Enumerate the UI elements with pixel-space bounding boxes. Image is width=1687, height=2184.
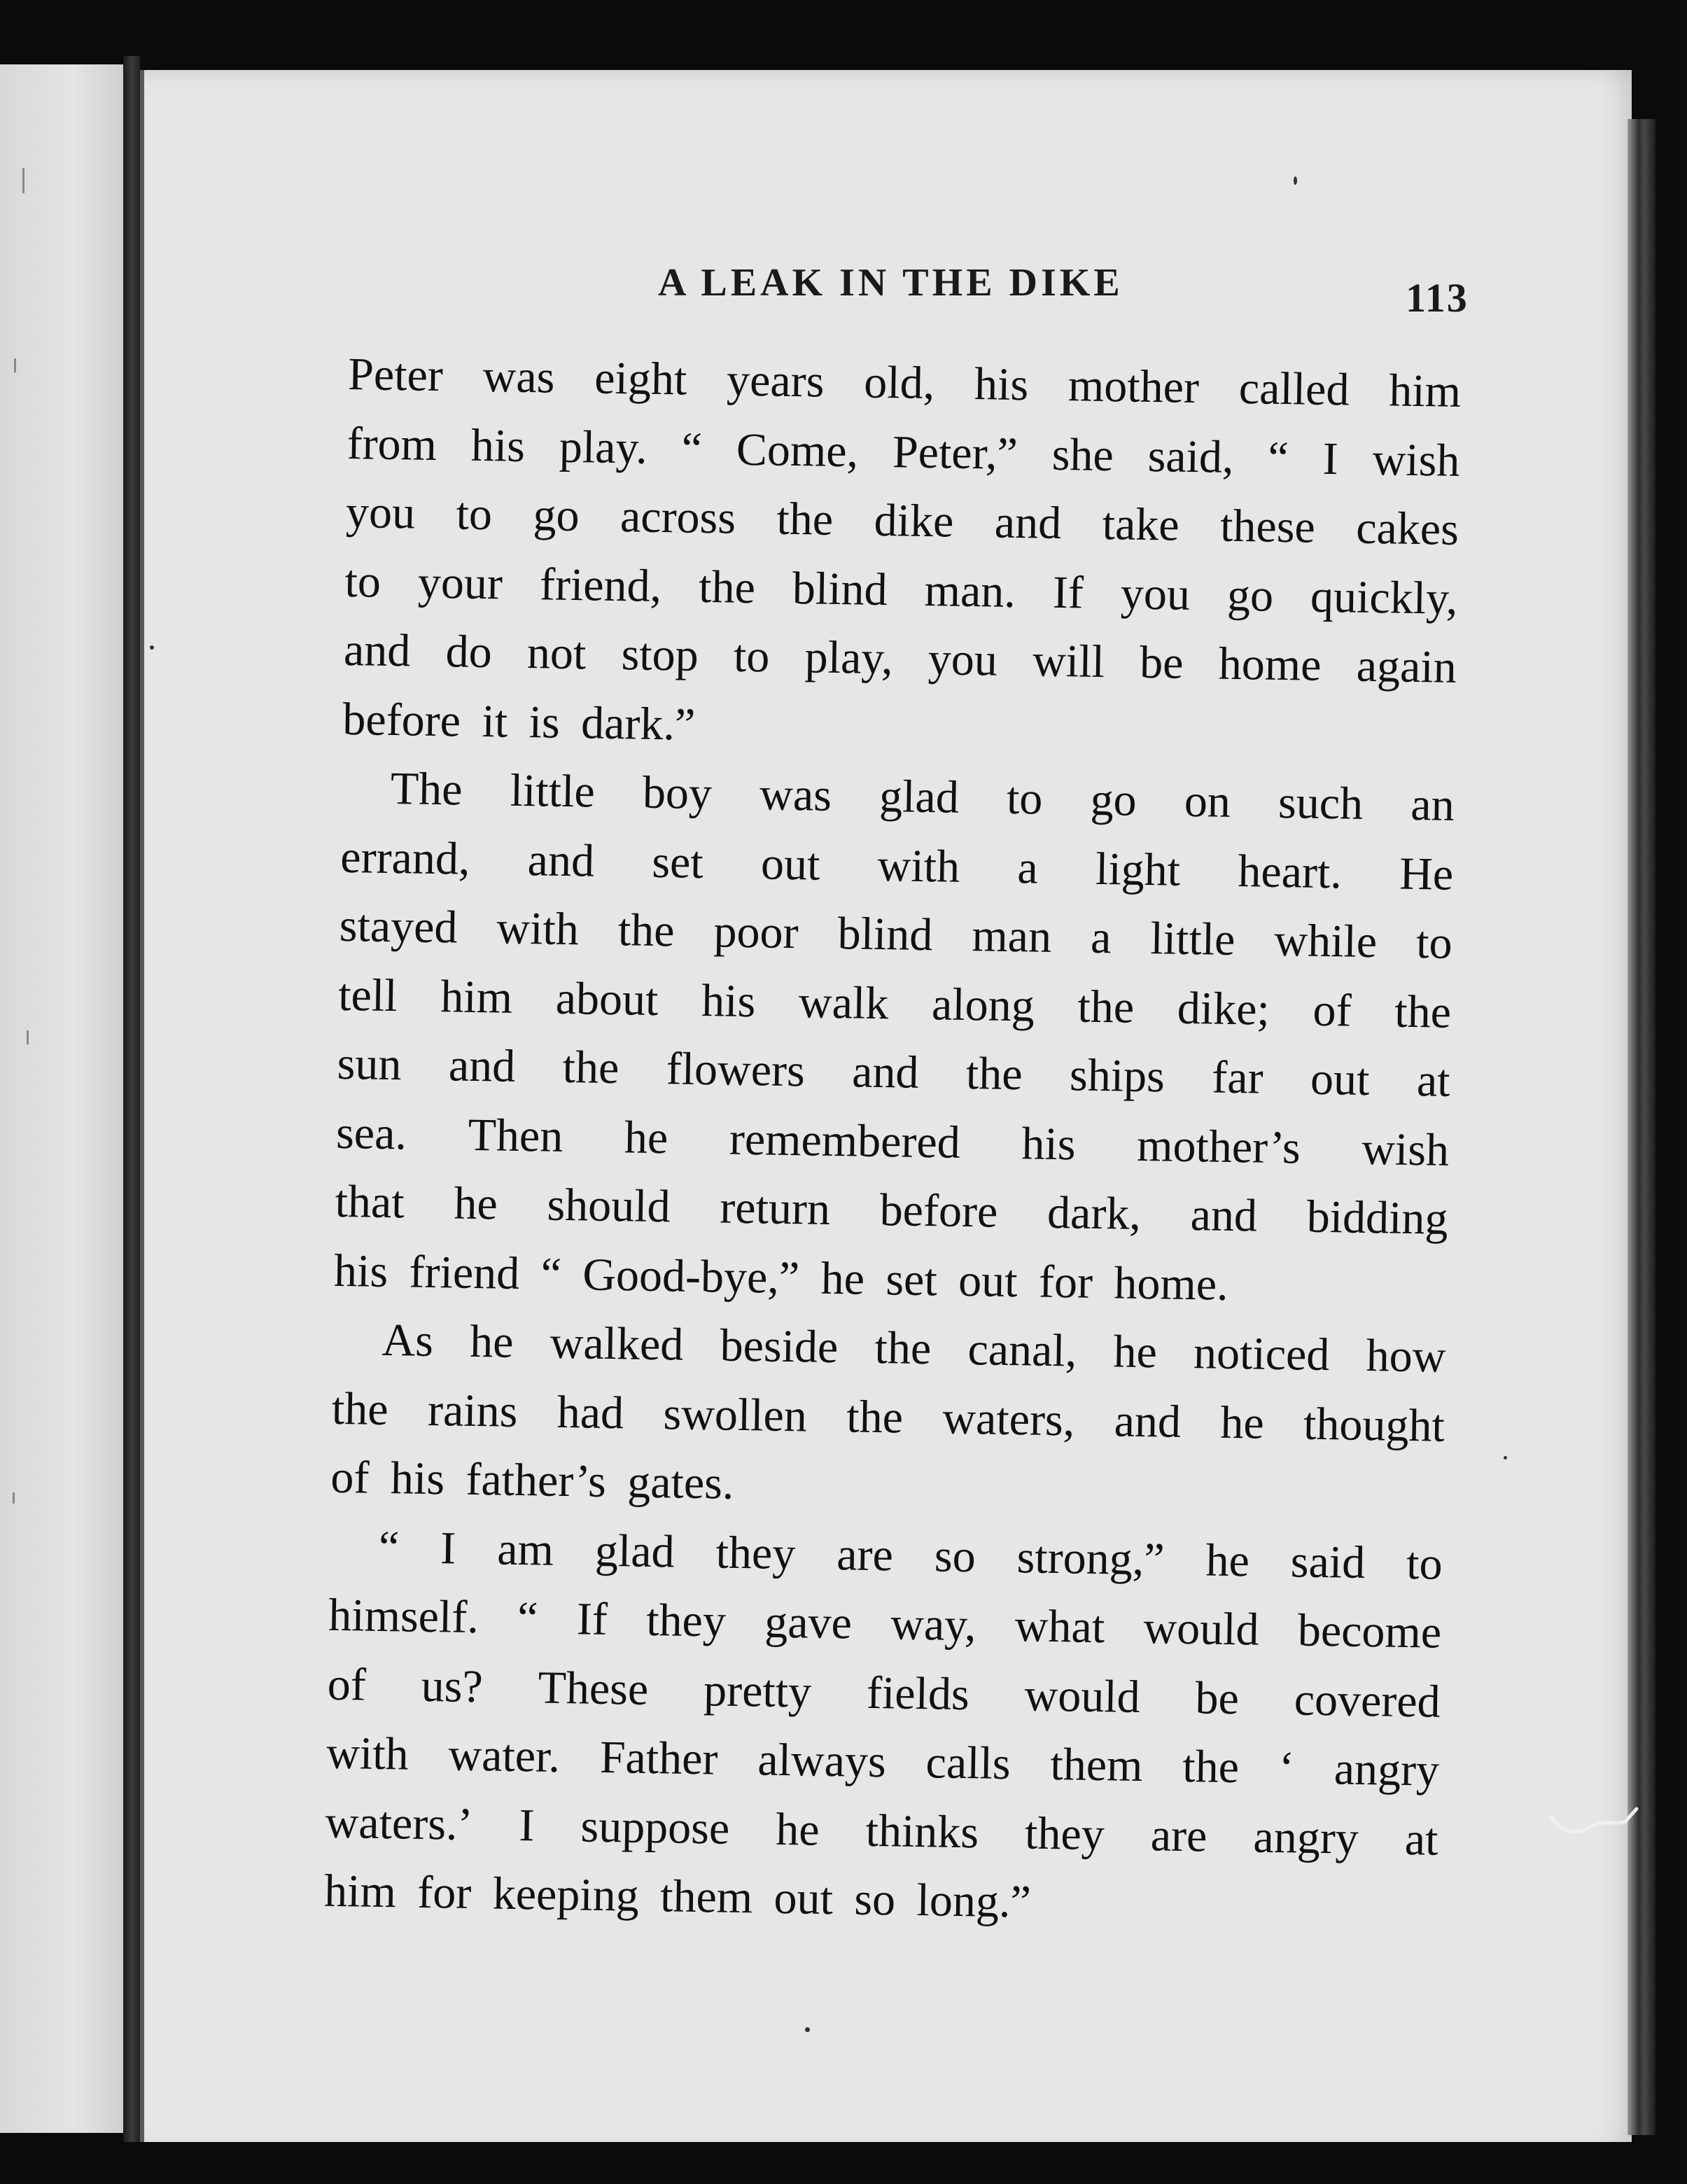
- word: the: [562, 1041, 620, 1094]
- word: Then: [468, 1109, 564, 1162]
- word: far: [1211, 1051, 1264, 1104]
- word: tell: [337, 969, 398, 1021]
- word: at: [1404, 1813, 1439, 1865]
- word: he: [775, 1803, 820, 1856]
- word: and: [1190, 1189, 1258, 1242]
- word: and: [527, 834, 595, 887]
- word: them: [1049, 1739, 1144, 1792]
- word: us?: [421, 1660, 484, 1712]
- word: sea.: [335, 1107, 407, 1159]
- word: calls: [925, 1737, 1011, 1790]
- word: to: [1406, 1537, 1443, 1590]
- word: man: [971, 910, 1052, 962]
- word: along: [931, 978, 1035, 1032]
- word: will: [1032, 635, 1105, 688]
- word: so: [934, 1530, 976, 1582]
- word: the: [776, 493, 834, 545]
- word: I: [440, 1522, 456, 1574]
- book-gutter: [123, 56, 140, 2142]
- paragraph: [342, 340, 1462, 771]
- word: with: [496, 902, 580, 955]
- word: “: [1267, 432, 1289, 484]
- word: canal,: [967, 1324, 1077, 1377]
- word: with: [877, 839, 960, 892]
- word: walked: [550, 1317, 684, 1371]
- word: was: [482, 351, 555, 403]
- word: Peter,”: [892, 426, 1018, 479]
- facing-page-mark: [22, 168, 24, 193]
- word: covered: [1294, 1673, 1441, 1728]
- word: If: [1052, 566, 1084, 619]
- word: remembered: [729, 1113, 961, 1168]
- word: little: [1149, 913, 1236, 965]
- word: quickly,: [1310, 570, 1458, 624]
- word: while: [1273, 914, 1378, 968]
- word: sun: [337, 1037, 402, 1091]
- word: an: [1410, 778, 1455, 831]
- word: wish: [1372, 433, 1460, 486]
- word: they: [1024, 1807, 1105, 1860]
- word: angry: [1252, 1811, 1359, 1864]
- word: the: [331, 1382, 389, 1435]
- word: about: [555, 972, 659, 1026]
- word: always: [757, 1734, 887, 1788]
- word: years: [726, 354, 825, 407]
- word: If: [576, 1593, 608, 1646]
- word: stayed: [339, 899, 458, 953]
- word: to: [1006, 772, 1043, 825]
- word: waters,: [941, 1392, 1075, 1446]
- paragraph: [330, 1306, 1446, 1530]
- word: he: [624, 1111, 668, 1163]
- word: go: [1090, 774, 1138, 826]
- word: little: [510, 764, 596, 818]
- facing-page-mark: [14, 358, 16, 372]
- facing-page-mark: [27, 1030, 29, 1044]
- scan-speck: [150, 645, 154, 650]
- word: she: [1051, 428, 1114, 481]
- word: blind: [792, 562, 888, 615]
- word: him: [1388, 365, 1462, 417]
- word: light: [1095, 843, 1181, 896]
- word: mother’s: [1136, 1119, 1301, 1173]
- word: man.: [924, 564, 1016, 617]
- word: the: [617, 904, 676, 957]
- text-line: his friend “ Good-bye,” he set out for home.: [333, 1245, 1229, 1310]
- word: they: [645, 1594, 727, 1647]
- word: be: [1139, 636, 1184, 689]
- word: beside: [720, 1320, 839, 1373]
- scan-speck: [805, 2027, 810, 2032]
- word: glad: [878, 770, 960, 823]
- word: old,: [863, 356, 935, 410]
- word: he: [1112, 1326, 1158, 1378]
- word: would: [1142, 1602, 1260, 1656]
- word: his: [701, 974, 756, 1027]
- word: flowers: [666, 1043, 806, 1097]
- word: what: [1014, 1600, 1105, 1653]
- word: “: [378, 1521, 400, 1573]
- word: friend,: [539, 558, 662, 612]
- word: stop: [621, 629, 699, 681]
- word: The: [390, 763, 463, 816]
- word: these: [1219, 500, 1316, 553]
- word: called: [1238, 362, 1350, 416]
- word: again: [1356, 640, 1457, 693]
- word: I: [1322, 433, 1339, 484]
- word: blind: [837, 908, 933, 961]
- word: way,: [890, 1598, 977, 1651]
- pencil-mark-icon: [1548, 1805, 1639, 1847]
- word: be: [1194, 1672, 1240, 1724]
- word: do: [445, 626, 493, 678]
- word: how: [1366, 1330, 1446, 1382]
- word: return: [719, 1182, 831, 1235]
- word: the: [965, 1047, 1023, 1100]
- running-header: A LEAK IN THE DIKE: [658, 261, 1124, 304]
- word: his: [974, 358, 1029, 411]
- scan-speck: [1504, 1456, 1507, 1460]
- page-number: 113: [1406, 275, 1469, 321]
- word: wish: [1361, 1123, 1450, 1176]
- word: the: [1182, 1740, 1240, 1793]
- body-text: [323, 340, 1461, 1943]
- word: was: [759, 769, 832, 821]
- paragraph: [323, 1512, 1443, 1943]
- word: strong,”: [1016, 1531, 1166, 1586]
- word: the: [698, 561, 756, 613]
- word: am: [496, 1523, 554, 1576]
- text-line: of his father’s gates.: [330, 1451, 734, 1509]
- facing-page-mark: [13, 1492, 15, 1504]
- word: to: [456, 488, 493, 540]
- word: “: [681, 422, 703, 475]
- word: of: [327, 1658, 367, 1711]
- word: across: [620, 491, 736, 544]
- word: become: [1297, 1604, 1442, 1658]
- word: heart.: [1237, 845, 1343, 898]
- word: noticed: [1193, 1327, 1330, 1381]
- word: his: [1021, 1117, 1077, 1170]
- word: your: [417, 556, 503, 609]
- word: Come,: [736, 424, 859, 477]
- word: from: [346, 417, 438, 470]
- word: fields: [866, 1667, 970, 1720]
- word: had: [556, 1386, 624, 1438]
- word: go: [1226, 569, 1274, 622]
- word: dike;: [1177, 982, 1270, 1035]
- word: you: [345, 486, 416, 539]
- word: pretty: [703, 1664, 812, 1718]
- word: gave: [764, 1596, 853, 1649]
- word: play.: [559, 421, 648, 474]
- word: dark,: [1046, 1186, 1142, 1240]
- word: waters.’: [325, 1796, 474, 1850]
- word: a: [1016, 841, 1039, 894]
- word: should: [546, 1179, 671, 1233]
- word: at: [1416, 1055, 1451, 1107]
- word: and: [851, 1046, 920, 1098]
- word: and: [1114, 1394, 1182, 1448]
- word: ‘: [1278, 1742, 1295, 1794]
- word: before: [879, 1184, 998, 1238]
- word: not: [526, 627, 587, 680]
- word: He: [1399, 848, 1454, 900]
- word: on: [1184, 775, 1231, 827]
- word: a: [1090, 911, 1112, 964]
- word: water.: [447, 1729, 561, 1782]
- word: to: [1415, 917, 1453, 969]
- word: and: [994, 496, 1062, 550]
- word: thinks: [865, 1805, 979, 1858]
- word: his: [470, 419, 526, 472]
- word: home: [1218, 638, 1322, 691]
- word: such: [1278, 776, 1364, 830]
- word: angry: [1334, 1743, 1440, 1796]
- word: “: [517, 1592, 539, 1644]
- text-line: before it is dark.”: [342, 693, 696, 750]
- word: you: [927, 634, 998, 686]
- word: out: [760, 837, 820, 890]
- word: you: [1120, 567, 1191, 620]
- word: cakes: [1355, 502, 1460, 555]
- word: Peter: [347, 348, 444, 402]
- word: the: [874, 1322, 932, 1375]
- word: errand,: [340, 831, 471, 885]
- word: mother: [1068, 360, 1200, 414]
- word: the: [1394, 986, 1452, 1038]
- word: they: [715, 1526, 796, 1579]
- word: he: [1205, 1534, 1250, 1586]
- word: him: [440, 970, 513, 1023]
- word: go: [532, 489, 580, 542]
- word: he: [453, 1177, 498, 1230]
- word: Father: [599, 1731, 719, 1785]
- word: to: [733, 630, 770, 682]
- text-line: him for keeping them out so long.”: [323, 1865, 1032, 1928]
- word: the: [1077, 980, 1135, 1033]
- word: with: [326, 1727, 410, 1780]
- word: play,: [804, 631, 894, 685]
- word: poor: [713, 906, 799, 959]
- word: of: [1312, 984, 1352, 1037]
- word: take: [1102, 498, 1180, 551]
- word: he: [469, 1315, 514, 1368]
- word: would: [1024, 1669, 1141, 1723]
- word: swollen: [663, 1387, 808, 1441]
- word: eight: [594, 352, 687, 405]
- word: rains: [427, 1384, 518, 1437]
- word: These: [538, 1661, 649, 1715]
- word: that: [335, 1175, 405, 1228]
- word: said: [1290, 1535, 1366, 1588]
- word: out: [1310, 1053, 1370, 1106]
- word: he: [1219, 1396, 1265, 1449]
- word: and: [448, 1040, 516, 1092]
- word: As: [381, 1314, 434, 1367]
- word: himself.: [328, 1589, 479, 1644]
- word: I: [518, 1799, 536, 1851]
- facing-page-edge: [0, 64, 123, 2133]
- word: suppose: [580, 1800, 730, 1854]
- word: to: [344, 555, 382, 608]
- word: the: [846, 1390, 904, 1443]
- word: thought: [1303, 1398, 1446, 1452]
- word: bidding: [1306, 1191, 1449, 1245]
- word: dike: [874, 494, 954, 547]
- word: boy: [642, 766, 713, 820]
- scan-speck: [1294, 176, 1297, 185]
- paragraph: [333, 754, 1455, 1323]
- word: glad: [594, 1525, 676, 1578]
- word: are: [1150, 1809, 1208, 1862]
- word: and: [343, 624, 411, 677]
- word: are: [836, 1528, 894, 1581]
- word: set: [651, 836, 704, 888]
- word: ships: [1069, 1049, 1166, 1102]
- word: walk: [798, 976, 889, 1029]
- word: said,: [1147, 430, 1235, 483]
